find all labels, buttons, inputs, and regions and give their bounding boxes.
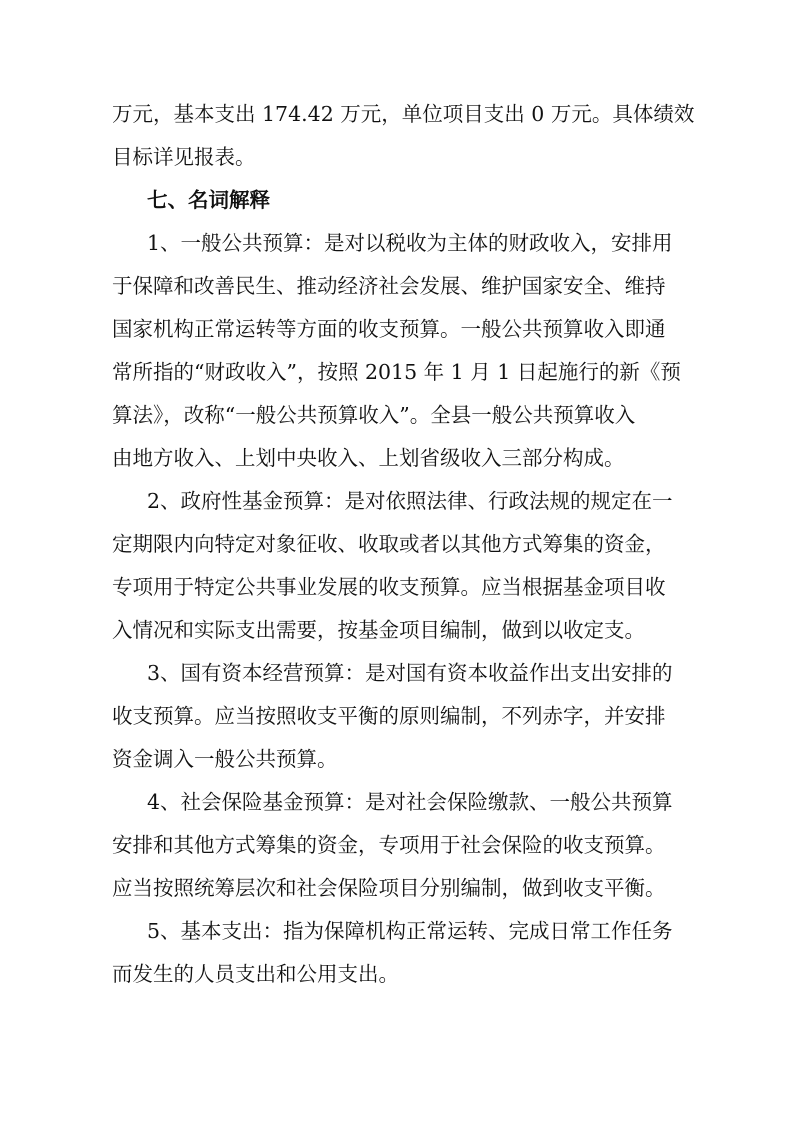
term-5-line-2: 而发生的人员支出和公用支出。: [112, 962, 399, 986]
term-4-line-1: 4、社会保险基金预算：是对社会保险缴款、一般公共预算: [147, 790, 673, 814]
intro-line-2: 目标详见报表。: [112, 145, 256, 169]
term-2-line-1: 2、政府性基金预算：是对依照法律、行政法规的规定在一: [147, 489, 673, 513]
term-1-line-4: 常所指的“财政收入”，按照 2015 年 1 月 1 日起施行的新《预: [112, 360, 681, 384]
term-4-line-3: 应当按照统筹层次和社会保险项目分别编制，做到收支平衡。: [112, 876, 666, 900]
intro-line-1: 万元，基本支出 174.42 万元，单位项目支出 0 万元。具体绩效: [112, 102, 695, 126]
term-3-line-2: 收支预算。应当按照收支平衡的原则编制，不列赤字，并安排: [112, 704, 666, 728]
term-1-line-1: 1、一般公共预算：是对以税收为主体的财政收入，安排用: [147, 231, 673, 255]
section-heading: 七、名词解释: [147, 188, 270, 212]
term-3-line-3: 资金调入一般公共预算。: [112, 747, 338, 771]
term-5-line-1: 5、基本支出：指为保障机构正常运转、完成日常工作任务: [147, 919, 673, 943]
term-3-line-1: 3、国有资本经营预算：是对国有资本收益作出支出安排的: [147, 661, 673, 685]
term-2-line-3: 专项用于特定公共事业发展的收支预算。应当根据基金项目收: [112, 575, 666, 599]
term-2-line-4: 入情况和实际支出需要，按基金项目编制，做到以收定支。: [112, 618, 645, 642]
term-1-line-5: 算法》，改称“一般公共预算收入”。全县一般公共预算收入: [112, 403, 636, 427]
term-2-line-2: 定期限内向特定对象征收、收取或者以其他方式筹集的资金，: [112, 532, 666, 556]
term-1-line-6: 由地方收入、上划中央收入、上划省级收入三部分构成。: [112, 446, 625, 470]
term-4-line-2: 安排和其他方式筹集的资金，专项用于社会保险的收支预算。: [112, 833, 666, 857]
term-1-line-3: 国家机构正常运转等方面的收支预算。一般公共预算收入即通: [112, 317, 666, 341]
term-1-line-2: 于保障和改善民生、推动经济社会发展、维护国家安全、维持: [112, 274, 666, 298]
